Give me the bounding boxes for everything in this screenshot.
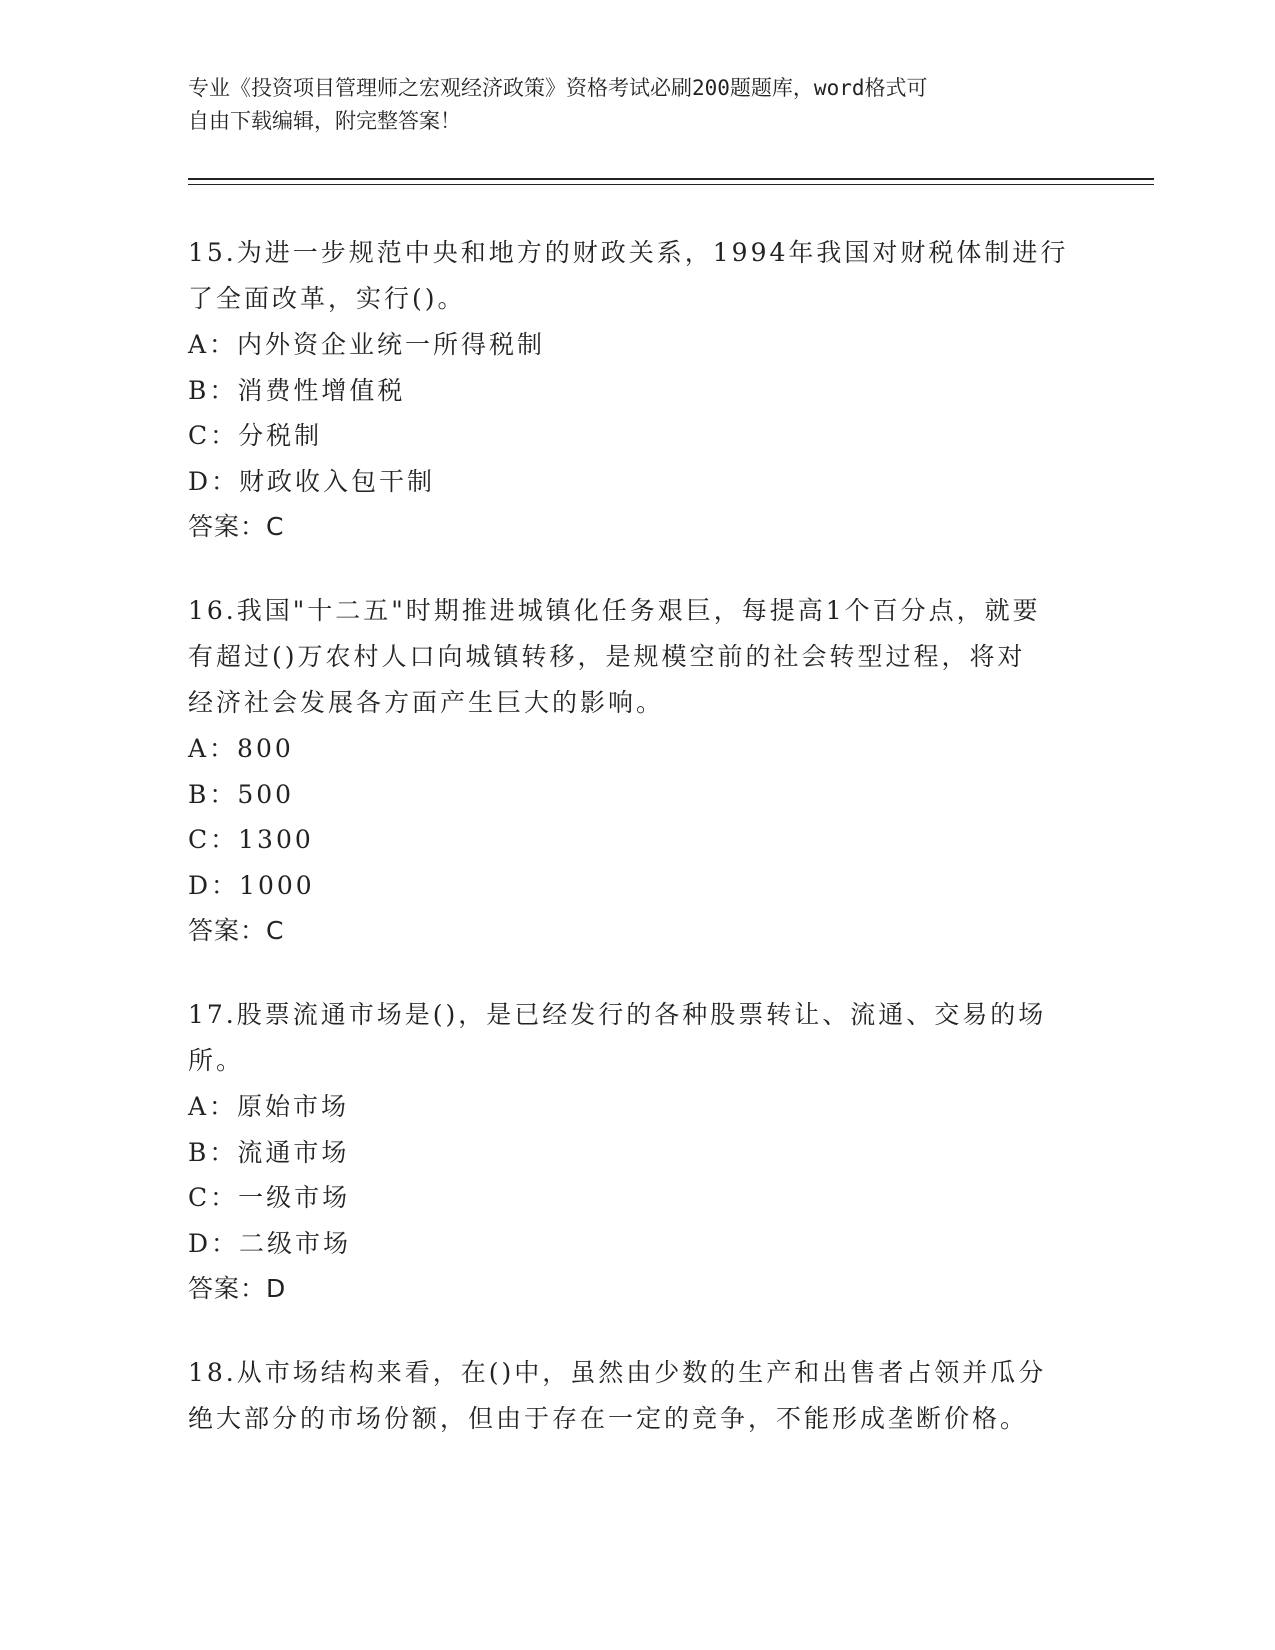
stem-line: 17.股票流通市场是()，是已经发行的各种股票转让、流通、交易的场 bbox=[188, 1000, 1047, 1029]
question-stem bbox=[188, 1350, 1088, 1442]
stem-line: 绝大部分的市场份额，但由于存在一定的竞争，不能形成垄断价格。 bbox=[188, 1404, 1029, 1433]
answer: 答案：C bbox=[188, 512, 285, 541]
document-header bbox=[188, 72, 1088, 138]
question-16 bbox=[188, 588, 1088, 954]
stem-line: 了全面改革，实行()。 bbox=[188, 284, 466, 313]
option-a: A：800 bbox=[188, 734, 294, 763]
option-a: A：内外资企业统一所得税制 bbox=[188, 330, 546, 359]
question-stem bbox=[188, 588, 1088, 726]
option-c: C：1300 bbox=[188, 825, 314, 854]
answer: 答案：D bbox=[188, 1274, 287, 1303]
option-d: D：1000 bbox=[188, 870, 315, 900]
stem-line: 18.从市场结构来看，在()中，虽然由少数的生产和出售者占领并瓜分 bbox=[188, 1358, 1047, 1387]
option-d: D：财政收入包干制 bbox=[188, 466, 436, 496]
option-b: B：500 bbox=[188, 779, 295, 809]
option-b: B：流通市场 bbox=[188, 1137, 350, 1167]
stem-line: 经济社会发展各方面产生巨大的影响。 bbox=[188, 688, 665, 717]
answer: 答案：C bbox=[188, 916, 285, 945]
header-divider-thin bbox=[188, 184, 1154, 185]
option-c: C：一级市场 bbox=[188, 1183, 351, 1212]
header-divider-thick bbox=[188, 178, 1154, 180]
question-15 bbox=[188, 230, 1088, 550]
question-stem bbox=[188, 992, 1088, 1084]
option-d: D：二级市场 bbox=[188, 1228, 352, 1258]
stem-line: 所。 bbox=[188, 1046, 245, 1075]
option-c: C：分税制 bbox=[188, 421, 323, 450]
stem-line: 有超过()万农村人口向城镇转移，是规模空前的社会转型过程，将对 bbox=[188, 642, 1026, 671]
question-stem bbox=[188, 230, 1088, 322]
option-a: A：原始市场 bbox=[188, 1092, 350, 1121]
question-17 bbox=[188, 992, 1088, 1312]
header-line-2: 自由下载编辑，附完整答案！ bbox=[188, 109, 461, 133]
option-b: B：消费性增值税 bbox=[188, 375, 406, 405]
question-list bbox=[188, 230, 1088, 1480]
question-18 bbox=[188, 1350, 1088, 1442]
stem-line: 16.我国"十二五"时期推进城镇化任务艰巨，每提高1个百分点，就要 bbox=[188, 596, 1041, 625]
stem-line: 15.为进一步规范中央和地方的财政关系，1994年我国对财税体制进行 bbox=[188, 238, 1069, 267]
header-line-1: 专业《投资项目管理师之宏观经济政策》资格考试必刷200题题库，word格式可 bbox=[188, 76, 928, 100]
